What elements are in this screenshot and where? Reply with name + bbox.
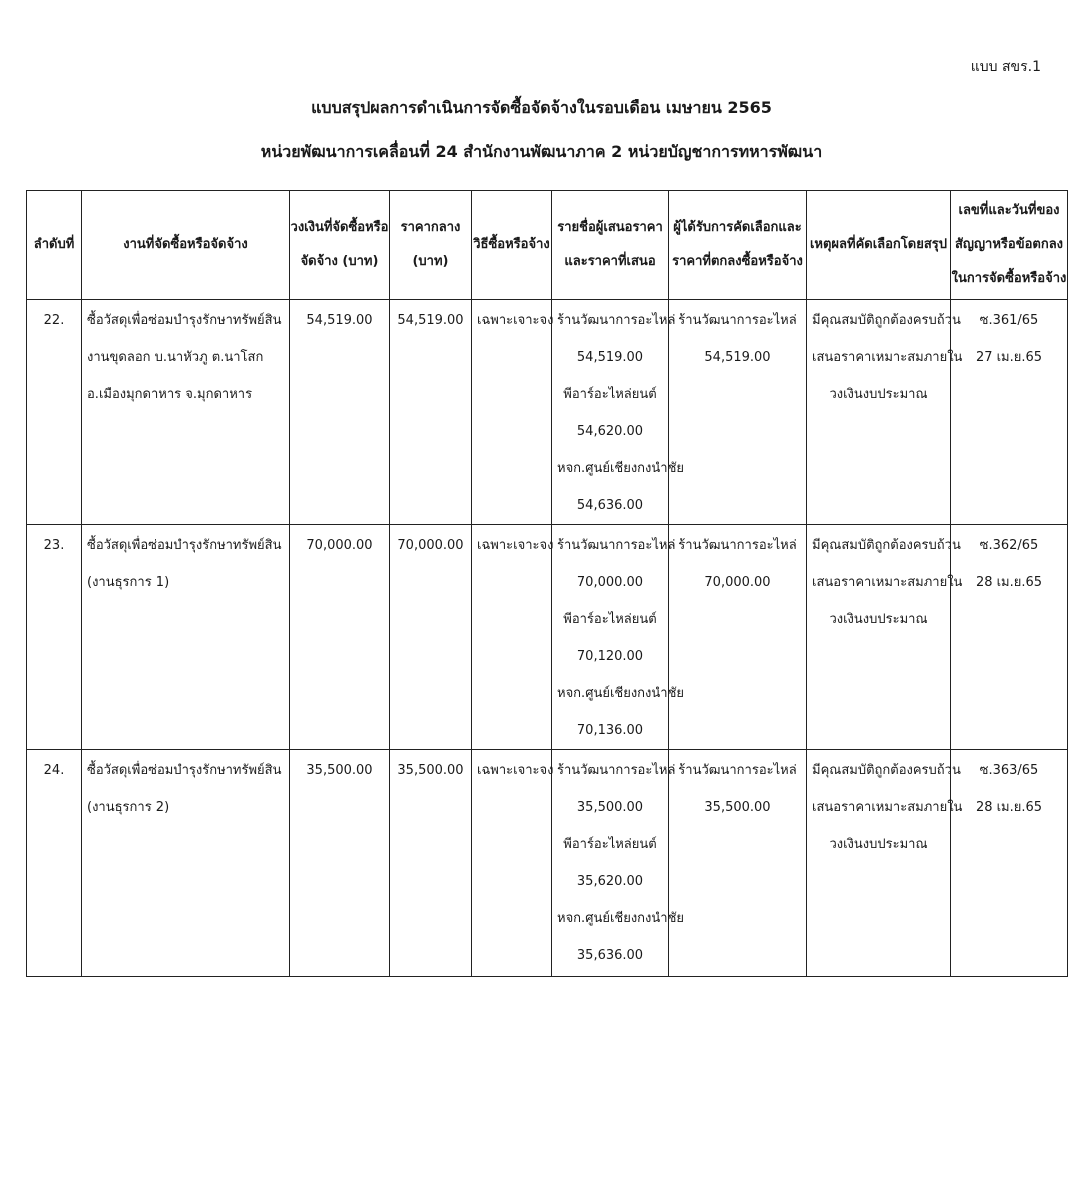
header-work: งานที่จัดซื้อหรือจัดจ้าง (82, 191, 290, 300)
cell-bidders: ร้านวัฒนาการอะไหล่ 70,000.00 พีอาร์อะไหล่ยนต์ 70,120.00 หจก.ศูนย์เชียงกงนำชัย 70,136.00 (552, 525, 669, 750)
cell-median-price: 54,519.00 (390, 300, 472, 525)
cell-bidders: ร้านวัฒนาการอะไหล่ 54,519.00 พีอาร์อะไหล่ยนต์ 54,620.00 หจก.ศูนย์เชียงกงนำชัย 54,636.00 (552, 300, 669, 525)
cell-seq: 23. (27, 525, 82, 750)
cell-contract: ซ.361/65 27 เม.ย.65 (951, 300, 1068, 525)
cell-reason: มีคุณสมบัติถูกต้องครบถ้วน เสนอราคาเหมาะสมภายใน วงเงินงบประมาณ (807, 525, 951, 750)
header-winner: ผู้ได้รับการคัดเลือกและ ราคาที่ตกลงซื้อหรือจ้าง (669, 191, 807, 300)
header-budget: วงเงินที่จัดซื้อหรือ จัดจ้าง (บาท) (290, 191, 390, 300)
cell-method: เฉพาะเจาะจง (472, 750, 552, 977)
header-bidders: รายชื่อผู้เสนอราคา และราคาที่เสนอ (552, 191, 669, 300)
cell-method: เฉพาะเจาะจง (472, 300, 552, 525)
form-code: แบบ สขร.1 (970, 59, 1041, 75)
cell-budget: 70,000.00 (290, 525, 390, 750)
cell-bidders: ร้านวัฒนาการอะไหล่ 35,500.00 พีอาร์อะไหล่ยนต์ 35,620.00 หจก.ศูนย์เชียงกงนำชัย 35,636.00 (552, 750, 669, 977)
cell-contract: ซ.363/65 28 เม.ย.65 (951, 750, 1068, 977)
cell-reason: มีคุณสมบัติถูกต้องครบถ้วน เสนอราคาเหมาะสมภายใน วงเงินงบประมาณ (807, 300, 951, 525)
table-row (27, 750, 1068, 977)
cell-median-price: 35,500.00 (390, 750, 472, 977)
table-row (27, 300, 1068, 525)
cell-work: ซื้อวัสดุเพื่อซ่อมบำรุงรักษาทรัพย์สิน (งานธุรการ 2) (82, 750, 290, 977)
table-header-row (27, 191, 1068, 300)
document-title: แบบสรุปผลการดำเนินการจัดซื้อจัดจ้างในรอบเดือน เมษายน 2565 (311, 98, 772, 117)
header-reason: เหตุผลที่คัดเลือกโดยสรุป (807, 191, 951, 300)
cell-method: เฉพาะเจาะจง (472, 525, 552, 750)
cell-seq: 22. (27, 300, 82, 525)
header-seq: ลำดับที่ (27, 191, 82, 300)
document-subtitle: หน่วยพัฒนาการเคลื่อนที่ 24 สำนักงานพัฒนาภาค 2 หน่วยบัญชาการทหารพัฒนา (260, 142, 823, 161)
procurement-table (26, 190, 1068, 977)
cell-contract: ซ.362/65 28 เม.ย.65 (951, 525, 1068, 750)
header-method: วิธีซื้อหรือจ้าง (472, 191, 552, 300)
cell-work: ซื้อวัสดุเพื่อซ่อมบำรุงรักษาทรัพย์สิน (งานธุรการ 1) (82, 525, 290, 750)
cell-median-price: 70,000.00 (390, 525, 472, 750)
table-row (27, 525, 1068, 750)
cell-winner: ร้านวัฒนาการอะไหล่ 70,000.00 (669, 525, 807, 750)
cell-budget: 35,500.00 (290, 750, 390, 977)
cell-work: ซื้อวัสดุเพื่อซ่อมบำรุงรักษาทรัพย์สิน งานขุดลอก บ.นาหัวภู ต.นาโสก อ.เมืองมุกดาหาร จ.มุกดาหาร (82, 300, 290, 525)
header-contract: เลขที่และวันที่ของ สัญญาหรือข้อตกลง ในการจัดซื้อหรือจ้าง (951, 191, 1068, 300)
cell-seq: 24. (27, 750, 82, 977)
cell-reason: มีคุณสมบัติถูกต้องครบถ้วน เสนอราคาเหมาะสมภายใน วงเงินงบประมาณ (807, 750, 951, 977)
cell-winner: ร้านวัฒนาการอะไหล่ 54,519.00 (669, 300, 807, 525)
cell-winner: ร้านวัฒนาการอะไหล่ 35,500.00 (669, 750, 807, 977)
cell-budget: 54,519.00 (290, 300, 390, 525)
header-median-price: ราคากลาง (บาท) (390, 191, 472, 300)
